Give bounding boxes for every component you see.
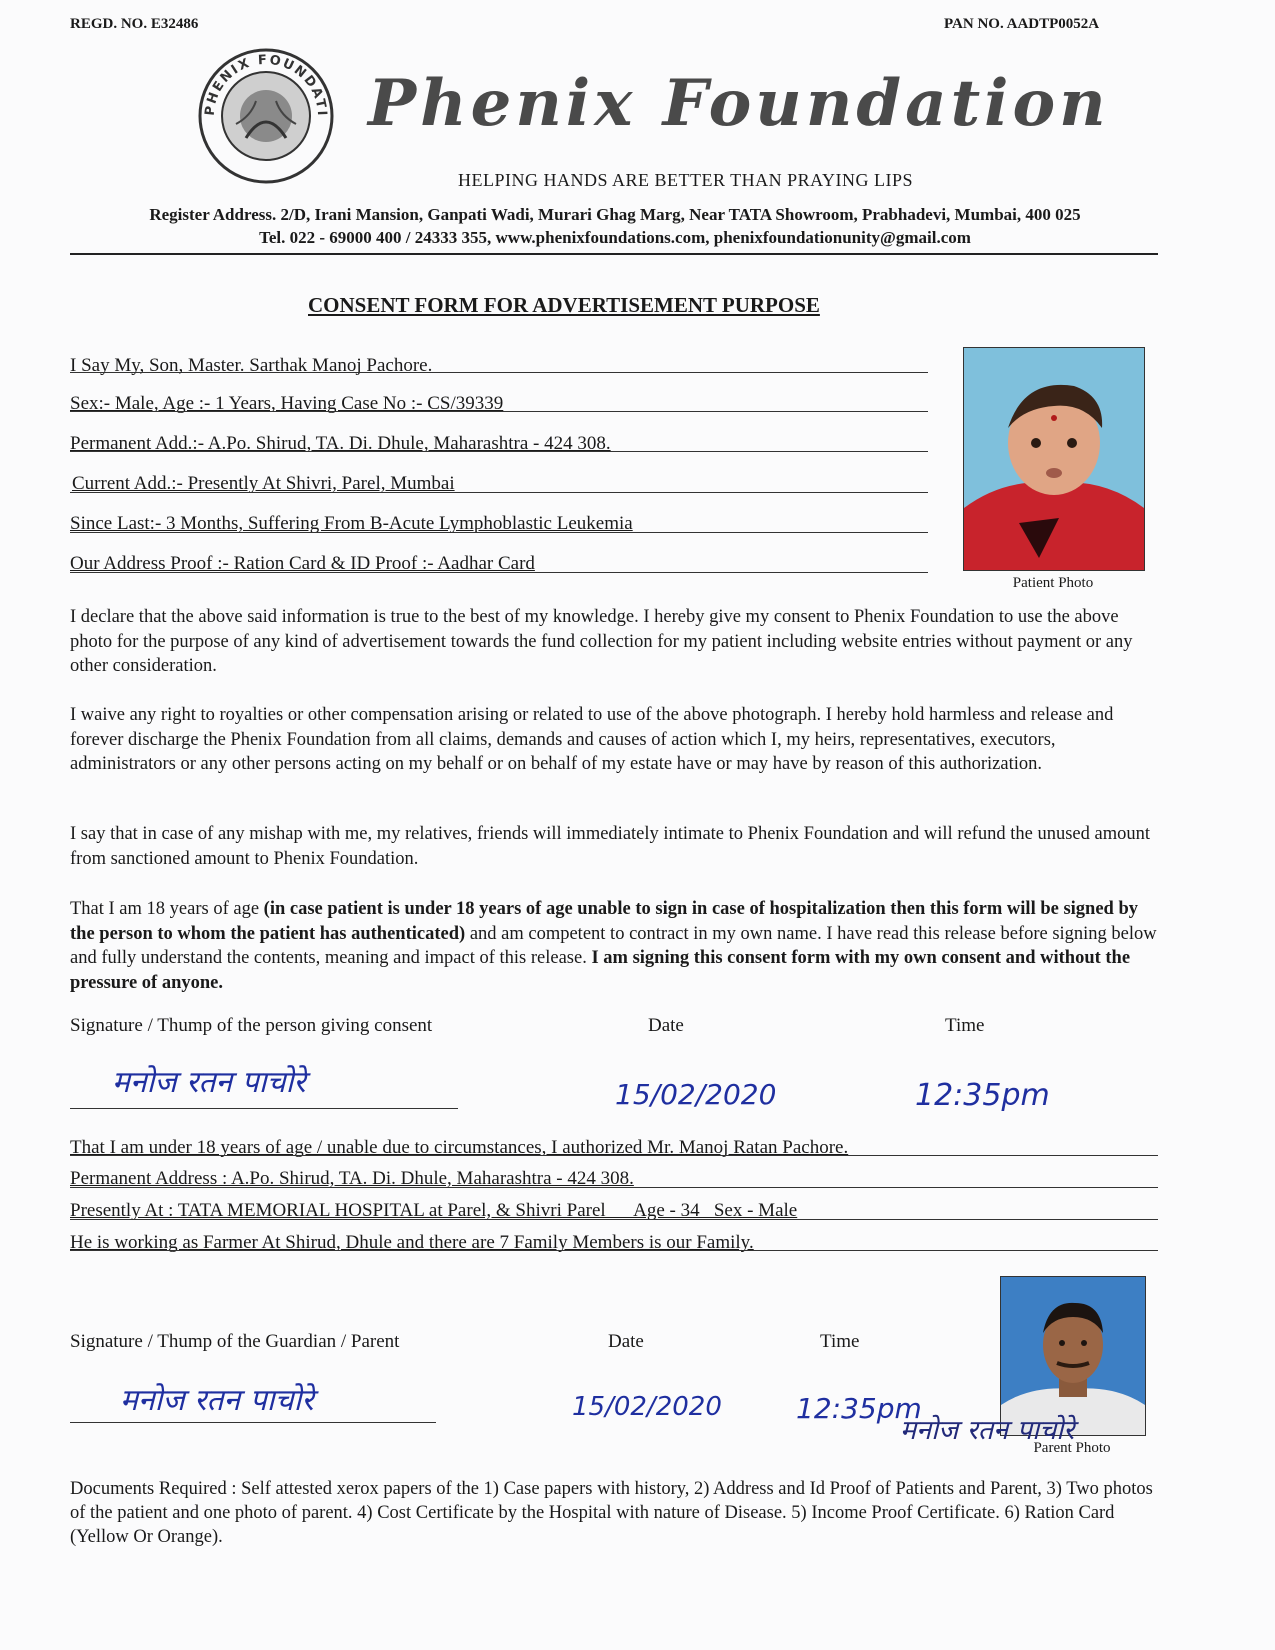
- consent-date: 15/02/2020: [615, 1078, 777, 1111]
- field-line: [70, 532, 928, 533]
- guardian-date-label: Date: [608, 1331, 644, 1352]
- guardian-authorization: That I am under 18 years of age / unable due to circumstances, I authorized Mr. Manoj Ratan Pachore.: [70, 1137, 849, 1158]
- form-title: CONSENT FORM FOR ADVERTISEMENT PURPOSE: [308, 293, 820, 317]
- parent-photo-signature: मनोज रतन पाचोरे: [900, 1415, 1075, 1446]
- register-address: Register Address. 2/D, Irani Mansion, Ganpati Wadi, Murari Ghag Marg, Near TATA Showroom, Prabhadevi, Mumbai, 400 025: [149, 205, 1081, 224]
- signature-line: [70, 1422, 436, 1423]
- documents-required: Documents Required : Self attested xerox papers of the 1) Case papers with history, 2) Address and Id Proof of Patients and Parent, 3) Two photos of the patient and one photo of parent. 4) Cost Certificate by the Hospital with nature of Disease. 5) Income Proof Certificate. 6) Ration Card (Yellow Or Orange).: [70, 1479, 1153, 1547]
- age-condition: (in case patient is under 18 years of age unable to sign in case of hospitalization then this form will be signed by the person to whom the patient has authenticated): [70, 899, 1138, 944]
- guardian-signature-label: Signature / Thump of the Guardian / Parent: [70, 1331, 400, 1352]
- guardian-time: 12:35pm: [796, 1392, 922, 1425]
- competence-statement: and am competent to contract in my own name. I have read this release before signing below and fully understand the contents, meaning and impact of this release.: [70, 923, 1157, 968]
- field-line: [70, 1250, 1158, 1251]
- registration-number: REGD. NO. E32486: [70, 16, 199, 32]
- field-line: [70, 572, 928, 573]
- contact-info: Tel. 022 - 69000 400 / 24333 355, www.phenixfoundations.com, phenixfoundationunity@gmail.com: [259, 228, 971, 247]
- patient-photo-caption: Patient Photo: [1012, 575, 1094, 591]
- organization-name: Phenix Foundation: [368, 66, 1110, 141]
- logo-text: PHENIX FOUNDATI: [202, 52, 330, 118]
- consent-date-label: Date: [648, 1015, 684, 1036]
- field-line: [70, 411, 928, 412]
- guardian-time-label: Time: [820, 1331, 860, 1352]
- field-line: [70, 1187, 1158, 1188]
- field-line: [70, 372, 928, 373]
- field-current-address: Current Add.:- Presently At Shivri, Parel, Mumbai: [72, 473, 455, 494]
- field-son-name: I Say My, Son, Master. Sarthak Manoj Pachore.: [70, 355, 433, 376]
- waiver-paragraph: I waive any right to royalties or other compensation arising or related to use of the above photograph. I hereby hold harmless and release and forever discharge the Phenix Foundation from all claims, demands and causes of action which I, my heirs, representatives, executors, administrators or any other persons acting on my behalf or on behalf of my estate have or may have by reason of this authorization.: [70, 705, 1114, 774]
- pan-number: PAN NO. AADTP0052A: [944, 16, 1100, 32]
- age-statement: That I am 18 years of age: [70, 899, 260, 919]
- patient-photo: [963, 347, 1145, 571]
- guardian-present-address: Presently At : TATA MEMORIAL HOSPITAL at Parel, & Shivri Parel Age - 34 Sex - Male: [70, 1200, 798, 1221]
- guardian-permanent-address: Permanent Address : A.Po. Shirud, TA. Di. Dhule, Maharashtra - 424 308.: [70, 1168, 634, 1189]
- guardian-signature: मनोज रतन पाचोरे: [120, 1383, 314, 1418]
- parent-photo-caption: Parent Photo: [1033, 1440, 1111, 1456]
- foundation-logo: [196, 46, 336, 186]
- declaration-paragraph: I declare that the above said information is true to the best of my knowledge. I hereby give my consent to Phenix Foundation to use the above photo for the purpose of any kind of advertisement towards the fund collection for my patient including website entries without payment or any other consideration.: [70, 607, 1133, 676]
- field-permanent-address: Permanent Add.:- A.Po. Shirud, TA. Di. Dhule, Maharashtra - 424 308.: [70, 433, 611, 454]
- field-line: [70, 451, 928, 452]
- field-sex-age-case: Sex:- Male, Age :- 1 Years, Having Case No :- CS/39339: [70, 393, 504, 414]
- guardian-date: 15/02/2020: [572, 1392, 722, 1422]
- consent-statement: I am signing this consent form with my own consent and without the pressure of anyone.: [70, 948, 1131, 993]
- consent-time-label: Time: [945, 1015, 985, 1036]
- field-line: [70, 492, 928, 493]
- consent-signature-label: Signature / Thump of the person giving consent: [70, 1015, 433, 1036]
- field-line: [70, 1219, 1158, 1220]
- field-address-proof: Our Address Proof :- Ration Card & ID Proof :- Aadhar Card: [70, 553, 535, 574]
- signature-line: [70, 1108, 458, 1109]
- tagline: HELPING HANDS ARE BETTER THAN PRAYING LIPS: [458, 170, 914, 190]
- header-divider: [70, 253, 1158, 255]
- guardian-occupation: He is working as Farmer At Shirud, Dhule and there are 7 Family Members is our Family.: [70, 1232, 754, 1253]
- field-line: [70, 1155, 1158, 1156]
- age-paragraph: [70, 897, 1160, 995]
- field-since-last: Since Last:- 3 Months, Suffering From B-Acute Lymphoblastic Leukemia: [70, 513, 633, 534]
- mishap-paragraph: I say that in case of any mishap with me, my relatives, friends will immediately intimate to Phenix Foundation and will refund the unused amount from sanctioned amount to Phenix Foundation.: [70, 824, 1150, 869]
- consent-signature: मनोज रतन पाचोरे: [112, 1065, 306, 1100]
- consent-time: 12:35pm: [915, 1078, 1050, 1113]
